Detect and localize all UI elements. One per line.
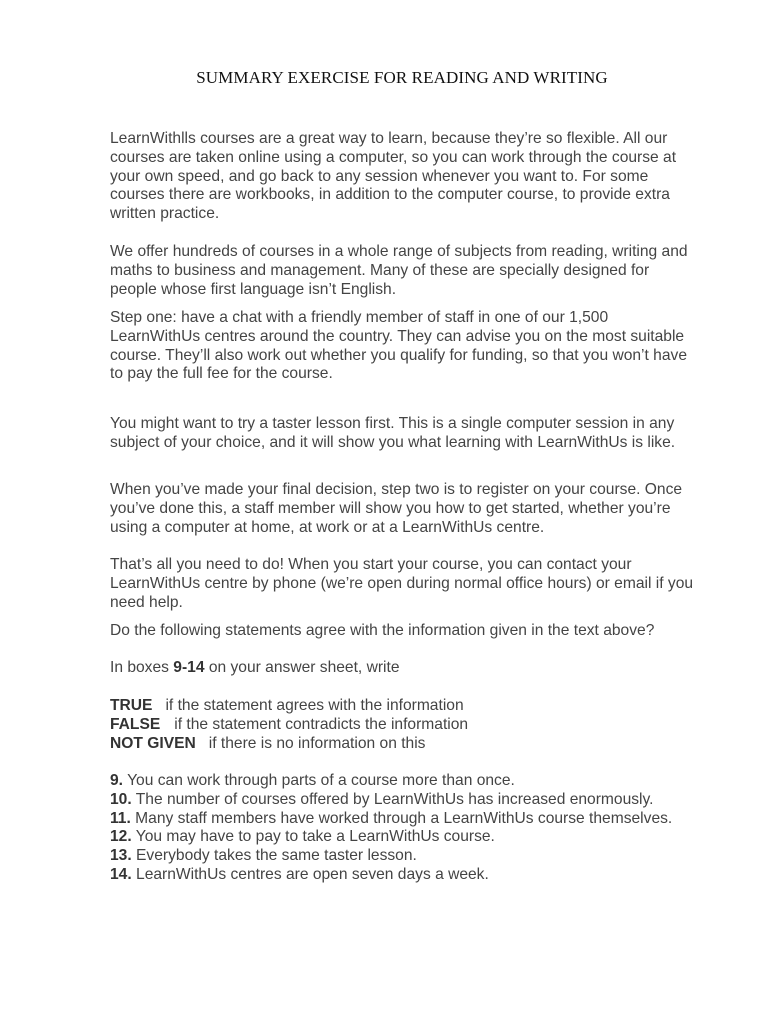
answer-option-description: if there is no information on this <box>208 734 426 752</box>
instruction-line <box>110 659 700 678</box>
paragraph-intro <box>110 130 700 224</box>
statement-text: You can work through parts of a course more than once. <box>127 772 515 789</box>
statement-item <box>110 772 700 791</box>
paragraph-courses <box>110 243 700 299</box>
instruction-suffix: on your answer sheet, write <box>204 659 400 676</box>
statement-number: 10. <box>110 790 132 808</box>
paragraph-taster <box>110 415 700 453</box>
paragraph-contact <box>110 556 700 612</box>
answer-option-not-given <box>110 735 700 754</box>
statement-number: 9. <box>110 772 124 789</box>
answer-option-description: if the statement agrees with the information <box>165 697 464 714</box>
instruction-prefix: In boxes <box>110 659 174 676</box>
answer-option-label: NOT GIVEN <box>110 734 196 752</box>
statement-item <box>110 791 700 810</box>
statement-number: 14. <box>110 865 132 883</box>
statement-number: 11. <box>110 809 131 827</box>
question-prompt <box>110 622 700 641</box>
paragraph-text: That’s all you need to do! When you start your course, you can contact your LearnWithUs centre by phone (we’re open during normal office hours) or email if you need help. <box>110 556 694 611</box>
paragraph-text: LearnWithlls courses are a great way to learn, because they’re so flexible. All our courses are taken online using a computer, so you can work through the course at your own speed, and go back to any session whenever you want to. For some courses there are workbooks, in addition to the computer course, to provide extra written practice. <box>110 130 677 223</box>
statement-item <box>110 847 700 866</box>
statement-number: 12. <box>110 828 132 846</box>
question-prompt-text: Do the following statements agree with the information given in the text above? <box>110 622 655 639</box>
instruction <box>110 659 700 678</box>
instruction-boxes: 9-14 <box>173 659 205 676</box>
statement-number: 13. <box>110 847 132 865</box>
paragraph-text: When you’ve made your final decision, step two is to register on your course. Once you’ve done this, a staff member will show you how to get started, whether you’re using a computer at home, at work or at a LearnWithUs centre. <box>110 481 683 536</box>
paragraph-step-two <box>110 481 700 537</box>
answer-option-label: TRUE <box>110 697 153 714</box>
statement-item <box>110 828 700 847</box>
answer-option-true <box>110 697 700 716</box>
paragraph-text: You might want to try a taster lesson first. This is a single computer session in any subject of your choice, and it will show you what learning with LearnWithUs is like. <box>110 415 676 451</box>
answer-option-label: FALSE <box>110 715 161 733</box>
paragraph-text: We offer hundreds of courses in a whole range of subjects from reading, writing and maths to business and management. Many of these are specially designed for people whose first language isn’t English. <box>110 243 688 298</box>
statement-item <box>110 810 700 829</box>
statement-text: LearnWithUs centres are open seven days a week. <box>136 865 489 883</box>
paragraph-step-one <box>110 309 700 384</box>
statement-text: You may have to pay to take a LearnWithUs course. <box>135 828 495 846</box>
statements-list <box>110 772 700 885</box>
statement-text: The number of courses offered by LearnWithUs has increased enormously. <box>135 790 654 808</box>
statement-item <box>110 866 700 885</box>
page-title: SUMMARY EXERCISE FOR READING AND WRITING <box>196 68 608 87</box>
answer-option-description: if the statement contradicts the information <box>174 715 469 733</box>
statement-text: Everybody takes the same taster lesson. <box>136 847 417 865</box>
answer-options <box>110 697 700 753</box>
paragraph-text: Step one: have a chat with a friendly member of staff in one of our 1,500 LearnWithUs centres around the country. They can advise you on the most suitable course. They’ll also work out whether you qualify for funding, so that you won’t have to pay the full fee for the course. <box>110 309 687 383</box>
statement-text: Many staff members have worked through a LearnWithUs course themselves. <box>135 809 673 827</box>
answer-option-false <box>110 716 700 735</box>
